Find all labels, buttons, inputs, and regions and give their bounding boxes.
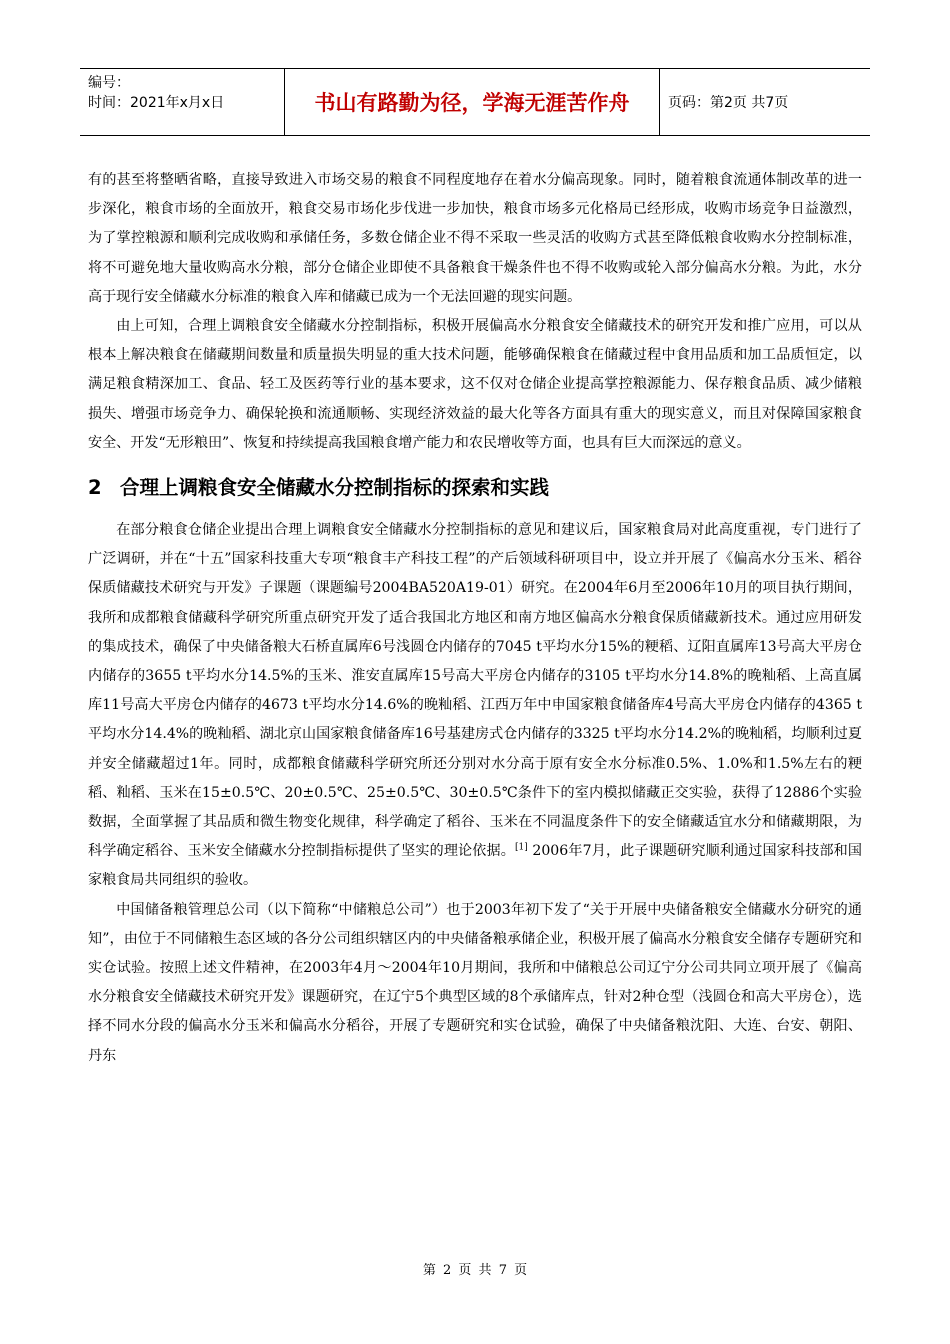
page-footer: 第 2 页 共 7 页 [422,1263,528,1278]
header-meta [80,69,285,135]
paragraph-1: 有的甚至将整晒省略，直接导致进入市场交易的粮食不同程度地存在着水分偏高现象。同时，随着粮食流通体制改革的进一步深化，粮食市场的全面放开，粮食交易市场化步伐进一步加快，粮食市场多元化格局已经形成，收购市场竞争日益激烈，为了掌控粮源和顺利完成收购和承储任务，多数仓储企业不得不采取一些灵活的收购方式甚至降低粮食收购水分控制标准，将不可避免地大量收购高水分粮，部分仓储企业即使不具备粮食干燥条件也不得不收购或轮入部分偏高水分粮。为此，水分高于现行安全储藏水分标准的粮食入库和储藏已成为一个无法回避的现实问题。 [88,172,862,305]
paragraph-3-tail: 2006年7月，此子课题研究顺利通过国家科技部和国家粮食局共同组织的验收。 [88,843,863,889]
paragraph-2: 由上可知，合理上调粮食安全储藏水分控制指标，积极开展偏高水分粮食安全储藏技术的研究开发和推广应用，可以从根本上解决粮食在储藏期间数量和质量损失明显的重大技术问题，能够确保粮食在储藏过程中食用品质和加工品质恒定，以满足粮食精深加工、食品、轻工及医药等行业的基本要求，这不仅对仓储企业提高掌控粮源能力、保存粮食品质、减少储粮损失、增强市场竞争力、确保轮换和流通顺畅、实现经济效益的最大化等各方面具有重大的现实意义，而且对保障国家粮食安全、开发“无形粮田”、恢复和持续提高我国粮食增产能力和农民增收等方面，也具有巨大而深远的意义。 [88,318,862,451]
document-body [88,166,862,1071]
paragraph-4: 中国储备粮管理总公司（以下简称“中储粮总公司”）也于2003年初下发了“关于开展中央储备粮安全储藏水分研究的通知”，由位于不同储粮生态区域的各分公司组织辖区内的中央储备粮承储企业，积极开展了偏高水分粮食安全储存专题研究和实仓试验。按照上述文件精神，在2003年4月～2004年10月期间，我所和中储粮总公司辽宁分公司共同立项开展了《偏高水分粮食安全储藏技术研究开发》课题研究，在辽宁5个典型区域的8个承储库点，针对2种仓型（浅圆仓和高大平房仓），选择不同水分段的偏高水分玉米和偏高水分稻谷，开展了专题研究和实仓试验，确保了中央储备粮沈阳、大连、台安、朝阳、丹东 [88,901,862,1064]
document-date: 时间：2021年x月x日 [88,95,225,111]
section-title: 合理上调粮食安全储藏水分控制指标的探索和实践 [120,476,550,500]
section-heading [88,470,862,506]
paragraph-3-text: 在部分粮食仓储企业提出合理上调粮食安全储藏水分控制指标的意见和建议后，国家粮食局对此高度重视，专门进行了广泛调研，并在“十五”国家科技重大专项“粮食丰产科技工程”的产后领域科研项目中，设立并开展了《偏高水分玉米、稻谷保质储藏技术研究与开发》子课题（课题编号2004BA520A19-01）研究。在2004年6月至2006年10月的项目执行期间，我所和成都粮食储藏科学研究所重点研究开发了适合我国北方地区和南方地区偏高水分粮食保质储藏新技术。通过应用研发的集成技术，确保了中央储备粮大石桥直属库6号浅圆仓内储存的7045 t平均水分15%的粳稻、辽阳直属库13号高大平房仓内储存的3655 t平均水分14.5%的玉米、淮安直属库15号高大平房仓内储存的3105 t平均水分14.8%的晚籼稻、上高直属库11号高大平房仓内储存的4673 t平均水分14.6%的晚籼稻、江西万年中申国家粮食储备库4号高大平房仓内储存的4365 t平均水分14.4%的晚籼稻、湖北京山国家粮食储备库16号基建房式仓内储存的3325 t平均水分14.2%的晚籼稻，均顺利过夏并安全储藏超过1年。同时，成都粮食储藏科学研究所还分别对水分高于原有安全水分标准0.5%、1.0%和1.5%左右的粳稻、籼稻、玉米在15±0.5℃、20±0.5℃、25±0.5℃、30±0.5℃条件下的室内模拟储藏正交实验，获得了12886个实验数据，全面掌握了其品质和微生物变化规律，科学确定了稻谷、玉米在不同温度条件下的安全储藏适宜水分和储藏期限，为科学确定稻谷、玉米安全储藏水分控制指标提供了坚实的理论依据。 [88,522,862,860]
document-code-label: 编号： [88,75,130,91]
citation-reference[interactable]: [1] [515,842,528,853]
header-motto: 书山有路勤为径，学海无涯苦作舟 [285,69,660,135]
header-page-number: 页码：第2页 共7页 [668,95,789,111]
section-number: 2 [88,476,102,500]
paragraph-3 [88,516,862,896]
page-header [80,68,870,136]
